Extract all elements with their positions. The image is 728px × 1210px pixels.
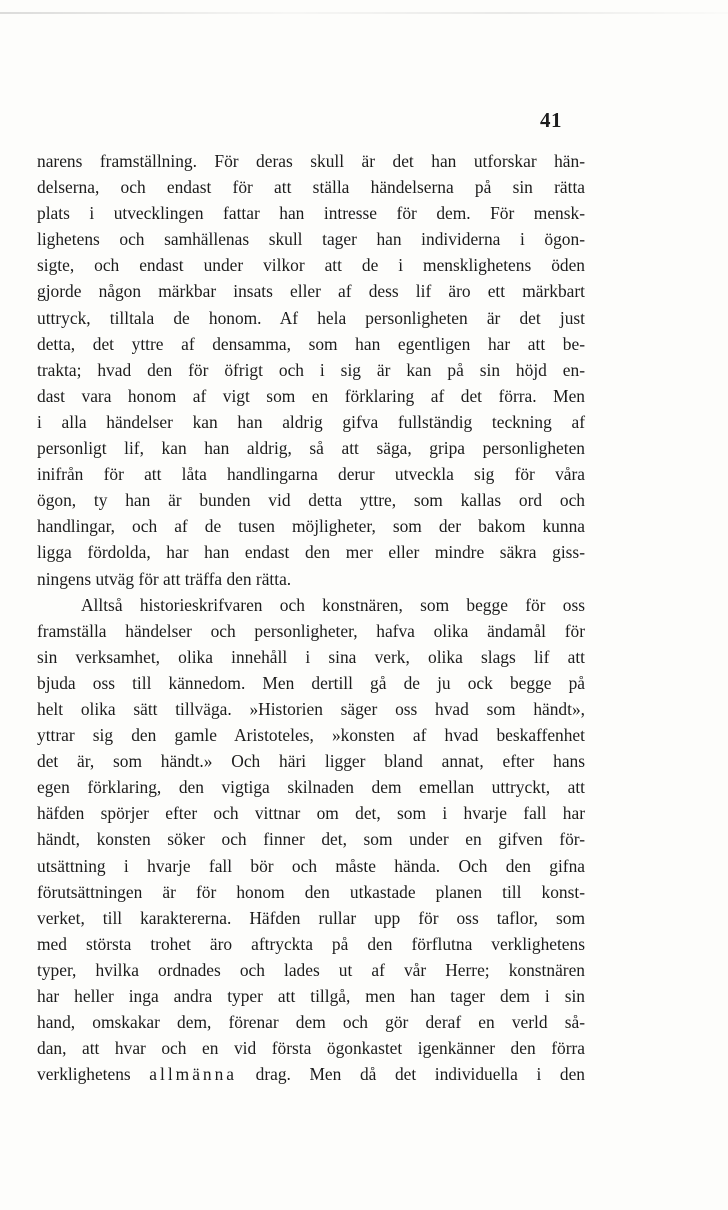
text-line: ligga fördolda, har han endast den mer eller mindre säkra giss- xyxy=(37,542,585,563)
text-line-final xyxy=(37,1061,585,1087)
text-line: helt olika sätt tillväga. »Historien säger oss hvad som händt», xyxy=(37,698,585,719)
scan-edge-artifact xyxy=(0,12,728,14)
text-line: detta, det yttre af densamma, som han egentligen har att be- xyxy=(37,333,585,354)
text-line: typer, hvilka ordnades och lades ut af vår Herre; konstnären xyxy=(37,959,585,980)
emphasized-word: allmänna xyxy=(149,1064,238,1085)
text-line: förutsättningen är för honom den utkastade planen till konst- xyxy=(37,881,585,902)
text-line: plats i utvecklingen fattar han intresse för dem. För mensk- xyxy=(37,203,585,224)
paragraph-start-line: Alltså historieskrifvaren och konstnären, som begge för oss xyxy=(81,594,585,615)
text-line: utsättning i hvarje fall bör och måste hända. Och den gifna xyxy=(37,855,585,876)
paragraph-end-line: ningens utväg för att träffa den rätta. xyxy=(37,568,292,589)
text-line: har heller inga andra typer att tillgå, men han tager dem i sin xyxy=(37,986,585,1006)
text-line: det är, som händt.» Och häri ligger bland annat, efter hans xyxy=(37,751,585,772)
text-line: uttryck, tilltala de honom. Af hela personligheten är det just xyxy=(37,307,585,328)
body-text xyxy=(37,148,585,1087)
text-line: i alla händelser kan han aldrig gifva fullständig teckning af xyxy=(37,411,585,432)
text-line: inifrån för att låta handlingarna derur utveckla sig för våra xyxy=(37,464,585,485)
text-line: framställa händelser och personligheter, hafva olika ändamål för xyxy=(37,620,585,641)
text-line: ögon, ty han är bunden vid detta yttre, som kallas ord och xyxy=(37,490,585,511)
text-line: personligt lif, kan han aldrig, så att säga, gripa personligheten xyxy=(37,438,585,459)
text-line: sigte, och endast under vilkor att de i mensklighetens öden xyxy=(37,255,585,276)
final-line-end: drag. Men då det individuella i den xyxy=(237,1064,585,1085)
text-line: gjorde någon märkbar insats eller af dess lif äro ett märkbart xyxy=(37,281,585,302)
text-line: häfden spörjer efter och vittnar om det, som i hvarje fall har xyxy=(37,803,585,824)
text-line: bjuda oss till kännedom. Men dertill gå de ju ock begge på xyxy=(37,672,585,693)
page-number: 41 xyxy=(540,108,562,132)
text-line: verket, till karaktererna. Häfden rullar upp för oss taflor, som xyxy=(37,907,585,928)
text-line: yttrar sig den gamle Aristoteles, »konsten af hvad beskaffenhet xyxy=(37,725,585,746)
text-line: med största trohet äro aftryckta på den förflutna verklighetens xyxy=(37,933,585,954)
text-line: trakta; hvad den för öfrigt och i sig är kan på sin höjd en- xyxy=(37,359,585,380)
text-line: sin verksamhet, olika innehåll i sina verk, olika slags lif att xyxy=(37,646,585,667)
text-line: hand, omskakar dem, förenar dem och gör deraf en verld så- xyxy=(37,1012,585,1033)
text-line: egen förklaring, den vigtiga skilnaden dem emellan uttryckt, att xyxy=(37,777,585,798)
text-line: lighetens och samhällenas skull tager han individerna i ögon- xyxy=(37,229,585,250)
text-line: narens framställning. För deras skull är det han utforskar hän- xyxy=(37,151,585,171)
text-line: händt, konsten söker och finner det, som under en gifven för- xyxy=(37,829,585,850)
text-line: dast vara honom af vigt som en förklaring af det förra. Men xyxy=(37,385,585,406)
text-line: delserna, och endast för att ställa händelserna på sin rätta xyxy=(37,177,585,198)
text-line: dan, att hvar och en vid första ögonkastet igenkänner den förra xyxy=(37,1038,585,1059)
text-line: handlingar, och af de tusen möjligheter, som der bakom kunna xyxy=(37,516,585,537)
final-line-start: verklighetens xyxy=(37,1064,150,1085)
